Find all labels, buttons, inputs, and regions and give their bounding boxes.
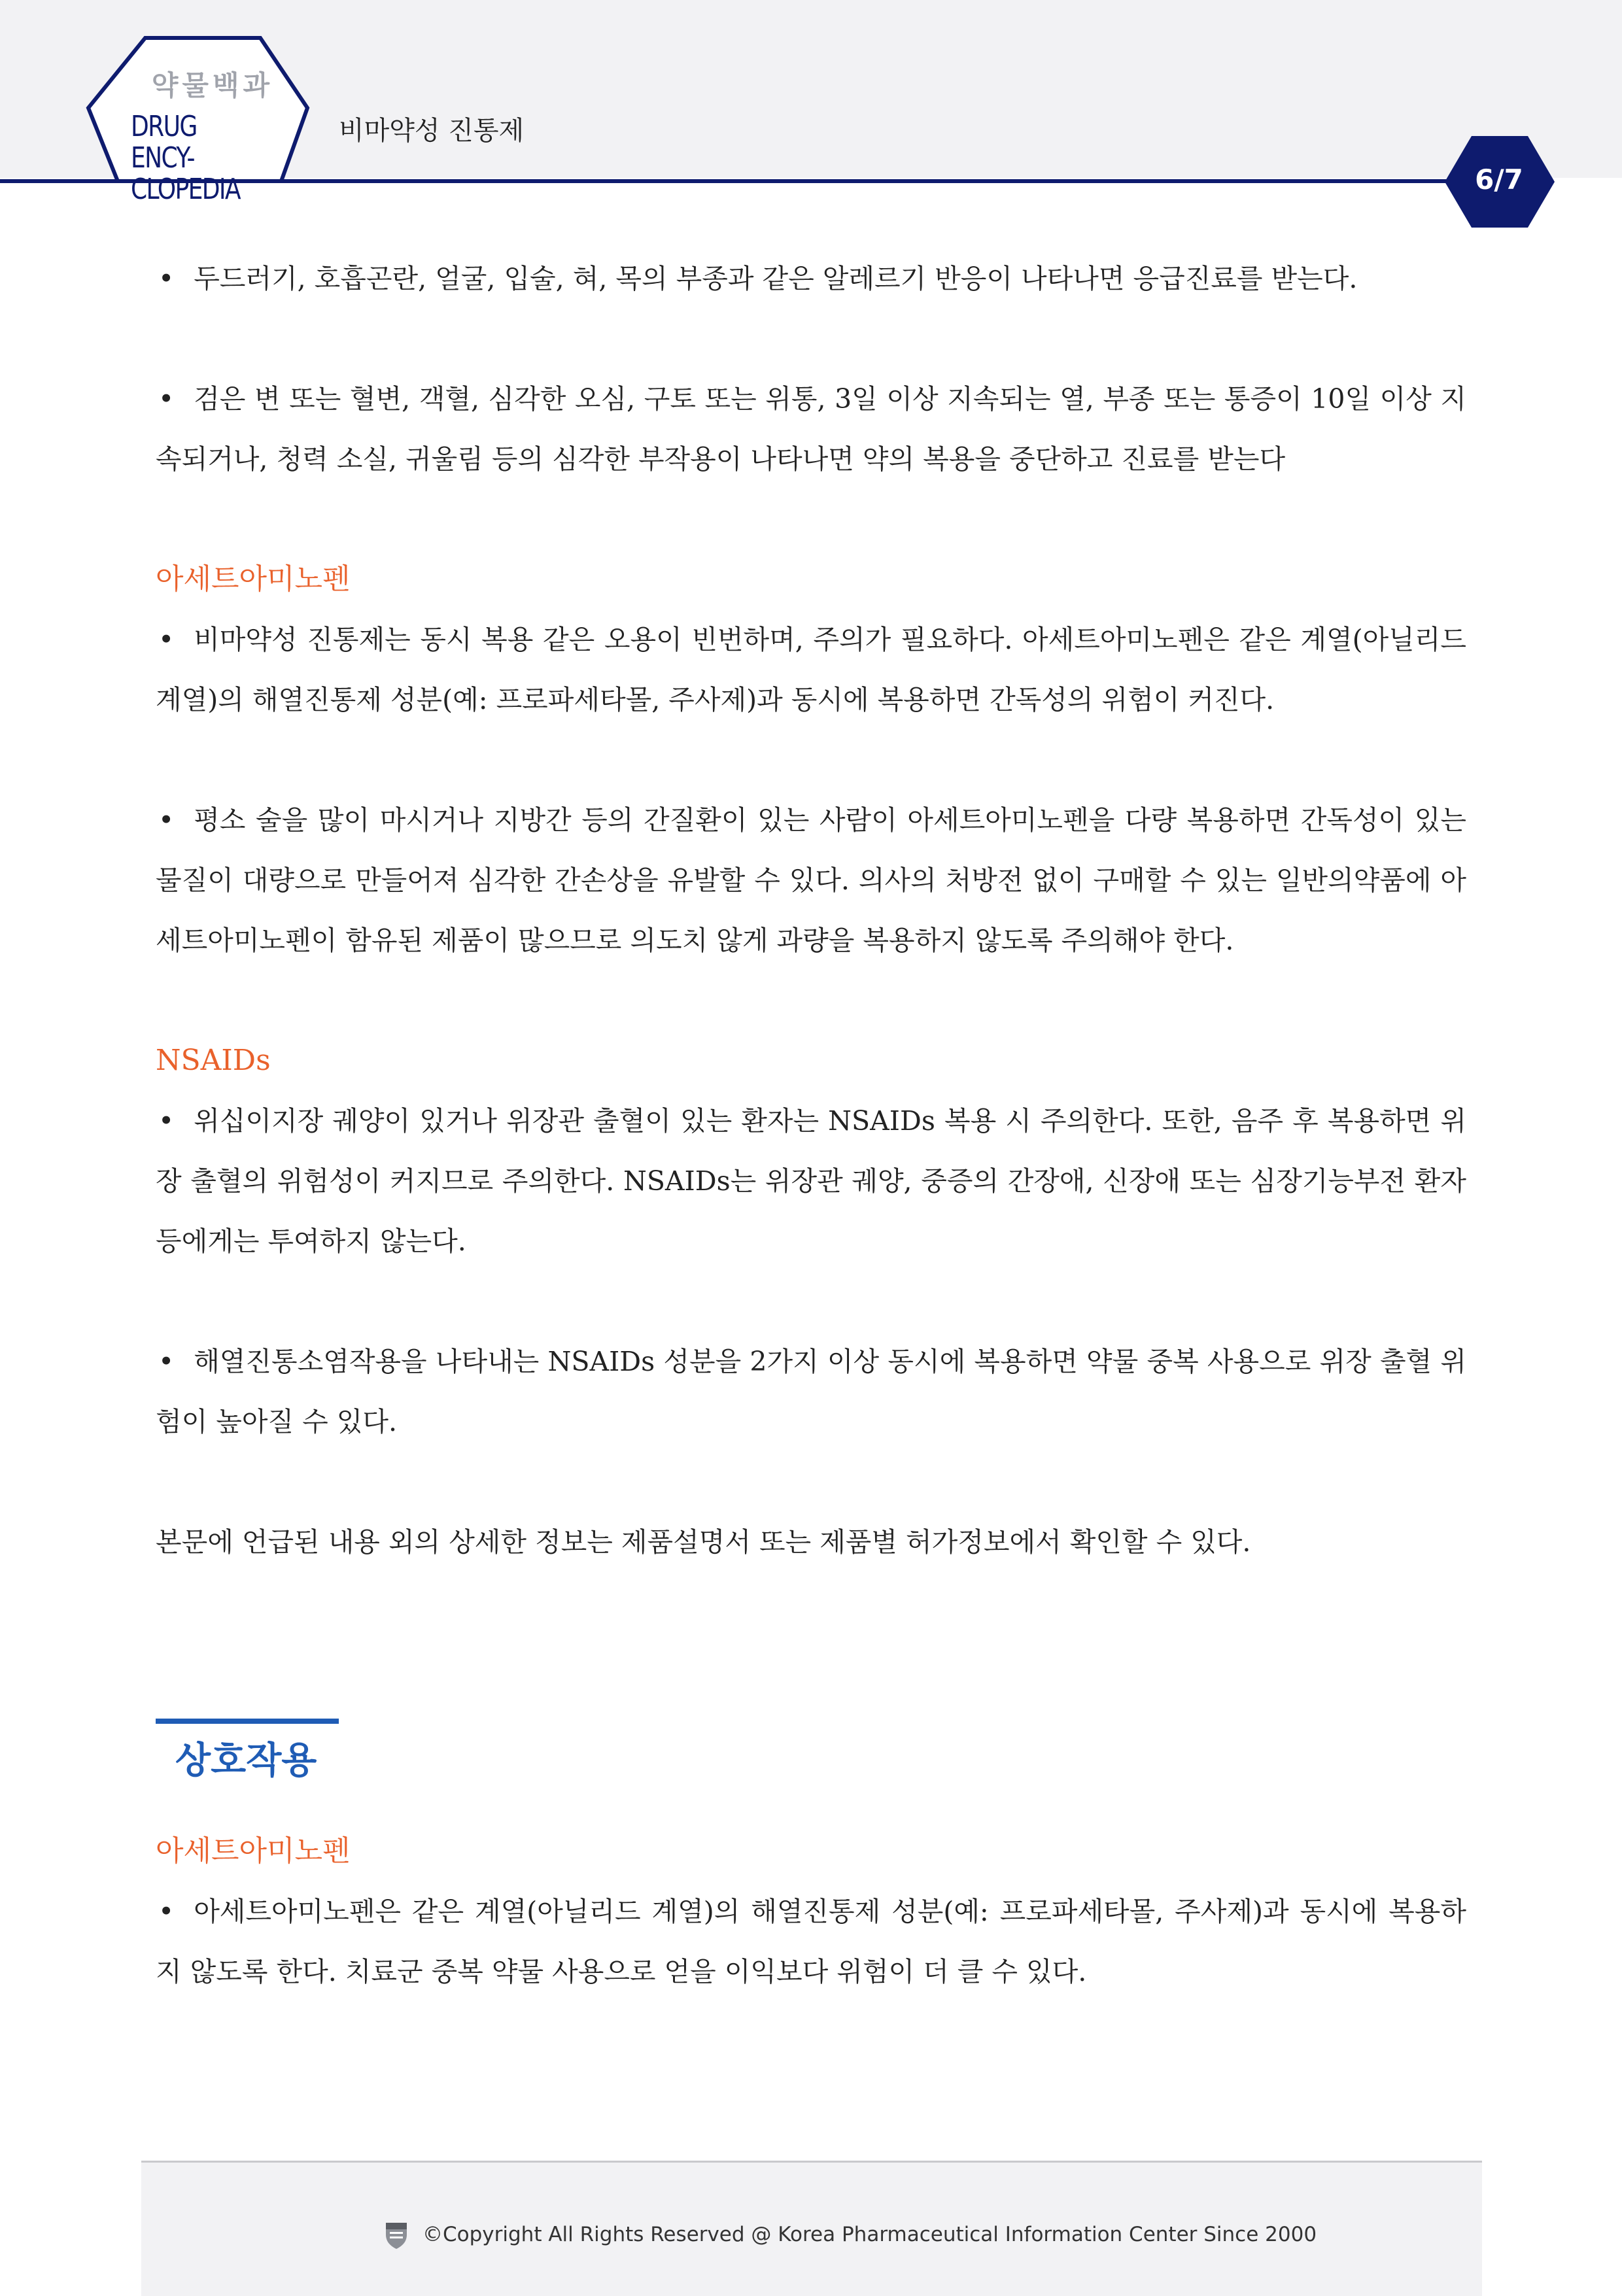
section-rule [156, 1719, 339, 1724]
copyright-text: ©Copyright All Rights Reserved @ Korea Pharmaceutical Information Center Since 2000 [423, 2223, 1317, 2246]
bullet-marker: • [158, 1105, 175, 1137]
bullet-paragraph [156, 248, 1466, 309]
paragraph-text: 평소 술을 많이 마시거나 지방간 등의 간질환이 있는 사람이 아세트아미노펜을 다량 복용하면 간독성이 있는 물질이 대량으로 만들어져 심각한 간손상을 유발할 수 있다. 의사의 처방전 없이 구매할 수 있는 일반의약품에 아세트아미노펜이 함유된 제품이 많으므로 의도치 않게 과량을 복용하지 않도록 주의해야 한다. [156, 804, 1466, 956]
section-content [156, 1821, 1466, 2002]
logo-english-line1: DRUG ENCY- [131, 110, 197, 175]
bullet-paragraph [156, 1091, 1466, 1271]
footer [141, 2161, 1482, 2296]
bullet-paragraph [156, 369, 1466, 489]
paragraph-text: 위십이지장 궤양이 있거나 위장관 출혈이 있는 환자는 NSAIDs 복용 시 주의한다. 또한, 음주 후 복용하면 위장 출혈의 위험성이 커지므로 주의한다. NSAIDs는 위장관 궤양, 중증의 간장애, 신장애 또는 심장기능부전 환자 등에게는 투여하지 않는다. [156, 1105, 1466, 1257]
paragraph-text: 비마약성 진통제는 동시 복용 같은 오용이 빈번하며, 주의가 필요하다. 아세트아미노펜은 같은 계열(아닐리드 계열)의 해열진통제 성분(예: 프로파세타몰, 주사제)과 동시에 복용하면 간독성의 위험이 커진다. [156, 624, 1466, 715]
bullet-marker: • [158, 263, 175, 294]
bullet-marker: • [158, 804, 175, 836]
main-content [156, 248, 1466, 1572]
bullet-marker: • [158, 1346, 175, 1377]
bullet-marker: • [158, 624, 175, 655]
page-number: 6/7 [1475, 163, 1523, 196]
bullet-paragraph [156, 609, 1466, 730]
bullet-marker: • [158, 1896, 175, 1927]
subheading-nsaids: NSAIDs [156, 1044, 271, 1077]
document-title: 비마약성 진통제 [339, 116, 525, 146]
shield-emblem-icon [383, 2220, 409, 2250]
paragraph-text: 두드러기, 호흡곤란, 얼굴, 입술, 혀, 목의 부종과 같은 알레르기 반응이 나타나면 응급진료를 받는다. [194, 263, 1358, 294]
paragraph-text: 해열진통소염작용을 나타내는 NSAIDs 성분을 2가지 이상 동시에 복용하면 약물 중복 사용으로 위장 출혈 위험이 높아질 수 있다. [156, 1346, 1466, 1437]
note-paragraph: 본문에 언급된 내용 외의 상세한 정보는 제품설명서 또는 제품별 허가정보에서 확인할 수 있다. [156, 1526, 1251, 1558]
logo-english-line2: CLOPEDIA [131, 173, 240, 206]
bullet-paragraph [156, 1331, 1466, 1452]
subheading-acetaminophen: 아세트아미노펜 [156, 562, 351, 596]
bullet-marker: • [158, 383, 175, 415]
bullet-paragraph [156, 790, 1466, 970]
section-title: 상호작용 [175, 1739, 317, 1782]
paragraph-text: 검은 변 또는 혈변, 객혈, 심각한 오심, 구토 또는 위통, 3일 이상 지속되는 열, 부종 또는 통증이 10일 이상 지속되거나, 청력 소실, 귀울림 등의 심각한 부작용이 나타나면 약의 복용을 중단하고 진료를 받는다 [156, 383, 1466, 475]
subheading-acetaminophen: 아세트아미노펜 [156, 1834, 351, 1868]
logo-korean: 약물백과 [151, 69, 274, 101]
paragraph-text: 아세트아미노펜은 같은 계열(아닐리드 계열)의 해열진통제 성분(예: 프로파세타몰, 주사제)과 동시에 복용하지 않도록 한다. 치료군 중복 약물 사용으로 얻을 이익보다 위험이 더 클 수 있다. [156, 1896, 1466, 1987]
bullet-paragraph [156, 1881, 1466, 2002]
logo-english [131, 111, 260, 205]
